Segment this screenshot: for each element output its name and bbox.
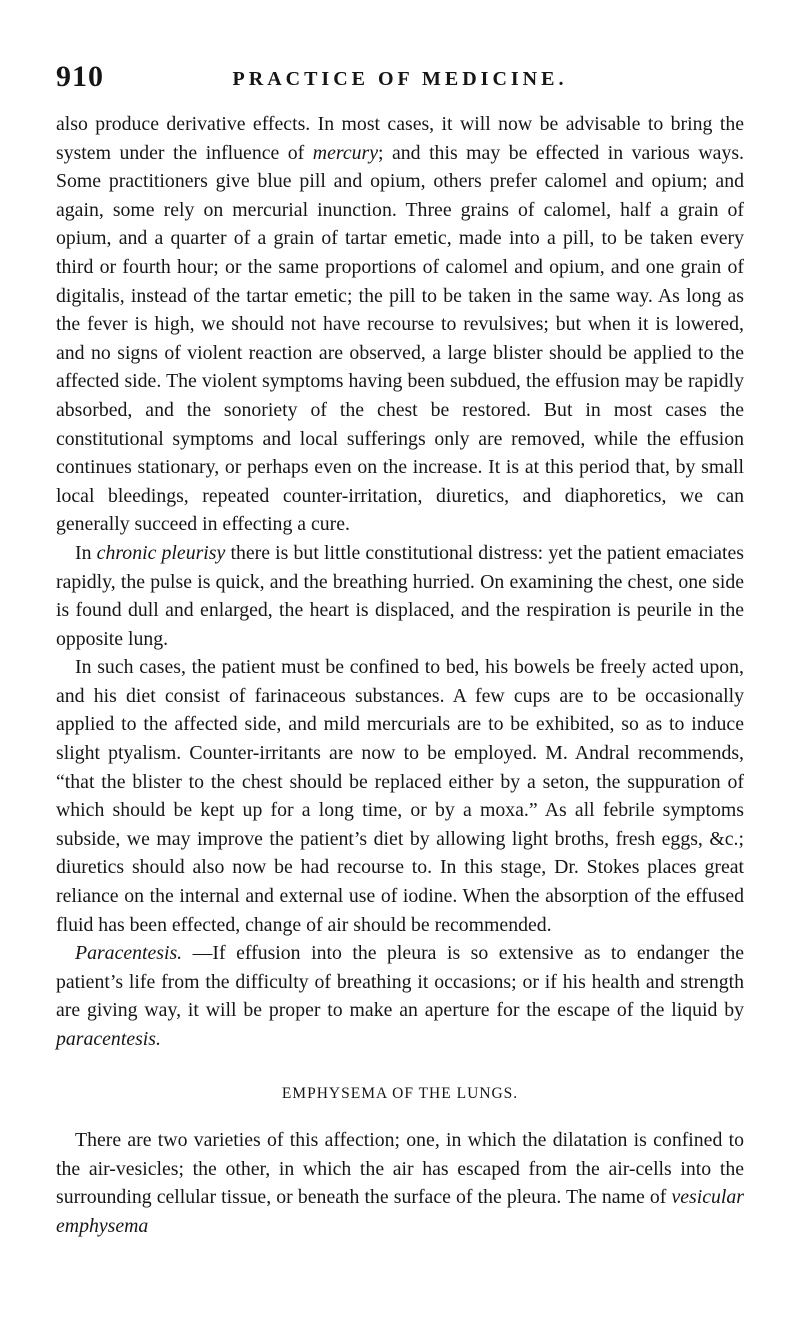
italic-term: mercury <box>312 141 378 164</box>
paragraph-text: ; and this may be effected in various ways. Some practitioners give blue pill and opium, others prefer calomel and opium; and again, some rely on mercurial inunction. Three grains of calomel, half a grain of opium, and a quarter of a grain of tartar emetic, made into a pill, to be taken every third or fourth hour; or the same proportions of calomel and opium, and one grain of digitalis, instead of the tartar emetic; the pill to be taken in the same way. As long as the fever is high, we should not have recourse to revulsives; but when it is lowered, and no signs of violent reaction are observed, a large blister should be applied to the affected side. The violent symptoms having been subdued, the effusion may be rapidly absorbed, and the sonoriety of the chest be restored. But in most cases the constitutional symptoms and local sufferings only are removed, while the effusion continues stationary, or perhaps even on the increase. It is at this period that, by small local bleedings, repeated counter-irritation, diuretics, and diaphoretics, we can generally succeed in effecting a cure. <box>56 141 744 536</box>
paragraph-text: In such cases, the patient must be confined to bed, his bowels be freely acted upon, and his diet consist of farinaceous substances. A few cups are to be occasionally applied to the affected side, and mild mercurials are to be exhibited, so as to induce slight ptyalism. Counter-irritants are now to be employed. M. Andral recommends, “that the blister to the chest should be replaced either by a seton, the suppuration of which should be kept up for a long time, or by a moxa.” As all febrile symptoms subside, we may improve the patient’s diet by allowing light broths, fresh eggs, &c.; diuretics should also now be had recourse to. In this stage, Dr. Stokes places great reliance on the internal and external use of iodine. When the absorption of the effused fluid has been effected, change of air should be recommended. <box>56 656 744 936</box>
italic-term: chronic pleurisy <box>96 541 226 564</box>
paragraph-emphysema <box>56 1126 744 1240</box>
page-header <box>56 60 744 100</box>
paragraph-chronic-pleurisy <box>56 539 744 653</box>
paragraph-mercury <box>56 110 744 539</box>
italic-term: vesicular emphysema <box>56 1186 744 1237</box>
section-emphysema <box>56 1126 744 1240</box>
paragraph-text: There are two varieties of this affection; one, in which the dilatation is confined to the air-vesicles; the other, in which the air has escaped from the air-cells into the surrounding cellular tissue, or beneath the surface of the pleura. The name of <box>56 1129 744 1209</box>
body-text <box>56 110 744 1241</box>
paragraph-text: In <box>75 541 97 564</box>
paragraph-text: also produce derivative effects. In most cases, it will now be advisable to bring the system under the influence of <box>56 113 744 164</box>
paragraph-paracentesis <box>56 939 744 1053</box>
paragraph-treatment <box>56 653 744 939</box>
italic-term: Paracentesis. <box>75 942 183 965</box>
section-heading: EMPHYSEMA OF THE LUNGS. <box>281 1084 519 1102</box>
paragraph-text: there is but little constitutional distress: yet the patient emaciates rapidly, the pulse is quick, and the breathing hurried. On examining the chest, one side is found dull and enlarged, the heart is displaced, and the respiration is peurile in the opposite lung. <box>56 541 744 650</box>
paragraph-text: —If effusion into the pleura is so extensive as to endanger the patient’s life from the difficulty of breathing it occasions; or if his health and strength are giving way, it will be proper to make an aperture for the escape of the liquid by <box>56 942 744 1022</box>
page-number: 910 <box>56 60 104 93</box>
running-title: PRACTICE OF MEDICINE. <box>232 68 568 90</box>
italic-term: paracentesis. <box>56 1028 161 1050</box>
